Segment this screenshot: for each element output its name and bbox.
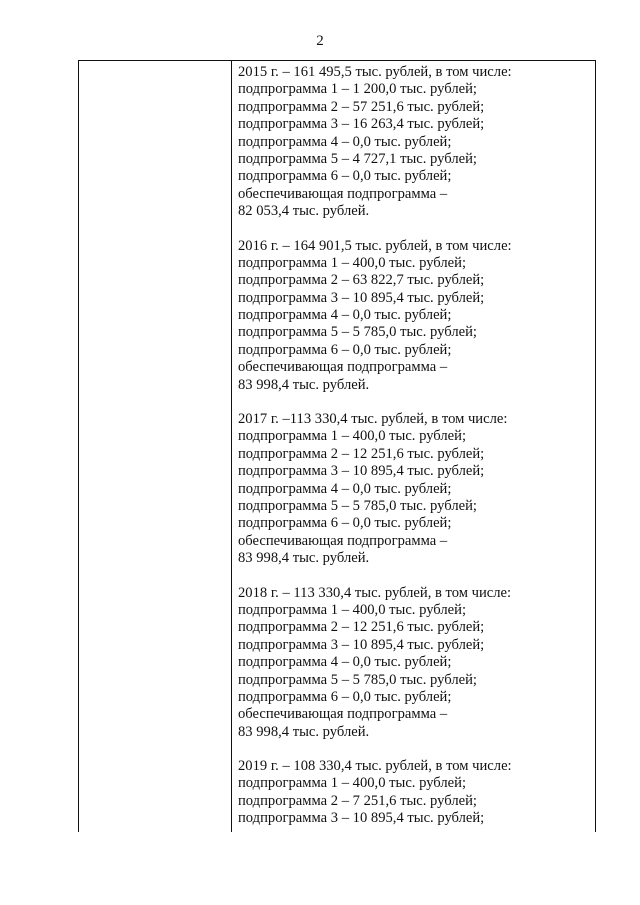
year-total-line: 2017 г. –113 330,4 тыс. рублей, в том числе:	[238, 411, 508, 428]
subprogram-line: подпрограмма 5 – 5 785,0 тыс. рублей;	[238, 497, 477, 514]
subprogram-line: подпрограмма 2 – 12 251,6 тыс. рублей;	[238, 619, 485, 636]
subprogram-line: подпрограмма 3 – 10 895,4 тыс. рублей;	[238, 463, 485, 480]
year-total-line: 2015 г. – 161 495,5 тыс. рублей, в том числе:	[238, 64, 512, 80]
subprogram-line: подпрограмма 6 – 0,0 тыс. рублей;	[238, 688, 452, 705]
subprogram-line: подпрограмма 4 – 0,0 тыс. рублей;	[238, 133, 452, 150]
funding-year-block	[238, 758, 593, 828]
subprogram-line: подпрограмма 2 – 12 251,6 тыс. рублей;	[238, 445, 485, 462]
year-total-line: 2018 г. – 113 330,4 тыс. рублей, в том числе:	[238, 584, 512, 601]
year-total-line: 2019 г. – 108 330,4 тыс. рублей, в том числе:	[238, 758, 512, 775]
subprogram-line: подпрограмма 3 – 16 263,4 тыс. рублей;	[238, 116, 485, 133]
subprogram-line: подпрограмма 5 – 5 785,0 тыс. рублей;	[238, 671, 477, 688]
subprogram-line: подпрограмма 2 – 57 251,6 тыс. рублей;	[238, 98, 485, 115]
support-subprogram-label: обеспечивающая подпрограмма –	[238, 359, 448, 376]
table-right-cell	[238, 64, 593, 845]
subprogram-line: подпрограмма 1 – 400,0 тыс. рублей;	[238, 428, 466, 445]
page-number: 2	[316, 33, 324, 49]
subprogram-line: подпрограмма 1 – 400,0 тыс. рублей;	[238, 254, 466, 271]
subprogram-line: подпрограмма 2 – 7 251,6 тыс. рублей;	[238, 792, 477, 809]
subprogram-line: подпрограмма 6 – 0,0 тыс. рублей;	[238, 168, 452, 185]
support-subprogram-amount: 83 998,4 тыс. рублей.	[238, 550, 370, 567]
subprogram-line: подпрограмма 4 – 0,0 тыс. рублей;	[238, 654, 452, 671]
subprogram-line: подпрограмма 4 – 0,0 тыс. рублей;	[238, 480, 452, 497]
subprogram-line: подпрограмма 3 – 10 895,4 тыс. рублей;	[238, 636, 485, 653]
funding-year-block	[238, 238, 593, 395]
funding-year-block	[238, 411, 593, 568]
subprogram-line: подпрограмма 1 – 400,0 тыс. рублей;	[238, 775, 466, 792]
subprogram-line: подпрограмма 5 – 4 727,1 тыс. рублей;	[238, 150, 477, 167]
subprogram-line: подпрограмма 3 – 10 895,4 тыс. рублей;	[238, 289, 485, 306]
support-subprogram-amount: 82 053,4 тыс. рублей.	[238, 203, 370, 220]
support-subprogram-label: обеспечивающая подпрограмма –	[238, 706, 448, 723]
table-left-cell	[79, 61, 232, 832]
support-subprogram-label: обеспечивающая подпрограмма –	[238, 532, 448, 549]
funding-year-block	[238, 64, 593, 221]
subprogram-line: подпрограмма 4 – 0,0 тыс. рублей;	[238, 307, 452, 324]
support-subprogram-label: обеспечивающая подпрограмма –	[238, 185, 448, 202]
subprogram-line: подпрограмма 6 – 0,0 тыс. рублей;	[238, 515, 452, 532]
funding-table	[78, 60, 596, 832]
subprogram-line: подпрограмма 1 – 1 200,0 тыс. рублей;	[238, 81, 477, 98]
subprogram-line: подпрограмма 1 – 400,0 тыс. рублей;	[238, 601, 466, 618]
support-subprogram-amount: 83 998,4 тыс. рублей.	[238, 723, 370, 740]
subprogram-line: подпрограмма 3 – 10 895,4 тыс. рублей;	[238, 810, 485, 827]
subprogram-line: подпрограмма 6 – 0,0 тыс. рублей;	[238, 341, 452, 358]
subprogram-line: подпрограмма 5 – 5 785,0 тыс. рублей;	[238, 324, 477, 341]
funding-year-block	[238, 585, 593, 742]
year-total-line: 2016 г. – 164 901,5 тыс. рублей, в том числе:	[238, 237, 512, 254]
subprogram-line: подпрограмма 2 – 63 822,7 тыс. рублей;	[238, 272, 485, 289]
support-subprogram-amount: 83 998,4 тыс. рублей.	[238, 376, 370, 393]
